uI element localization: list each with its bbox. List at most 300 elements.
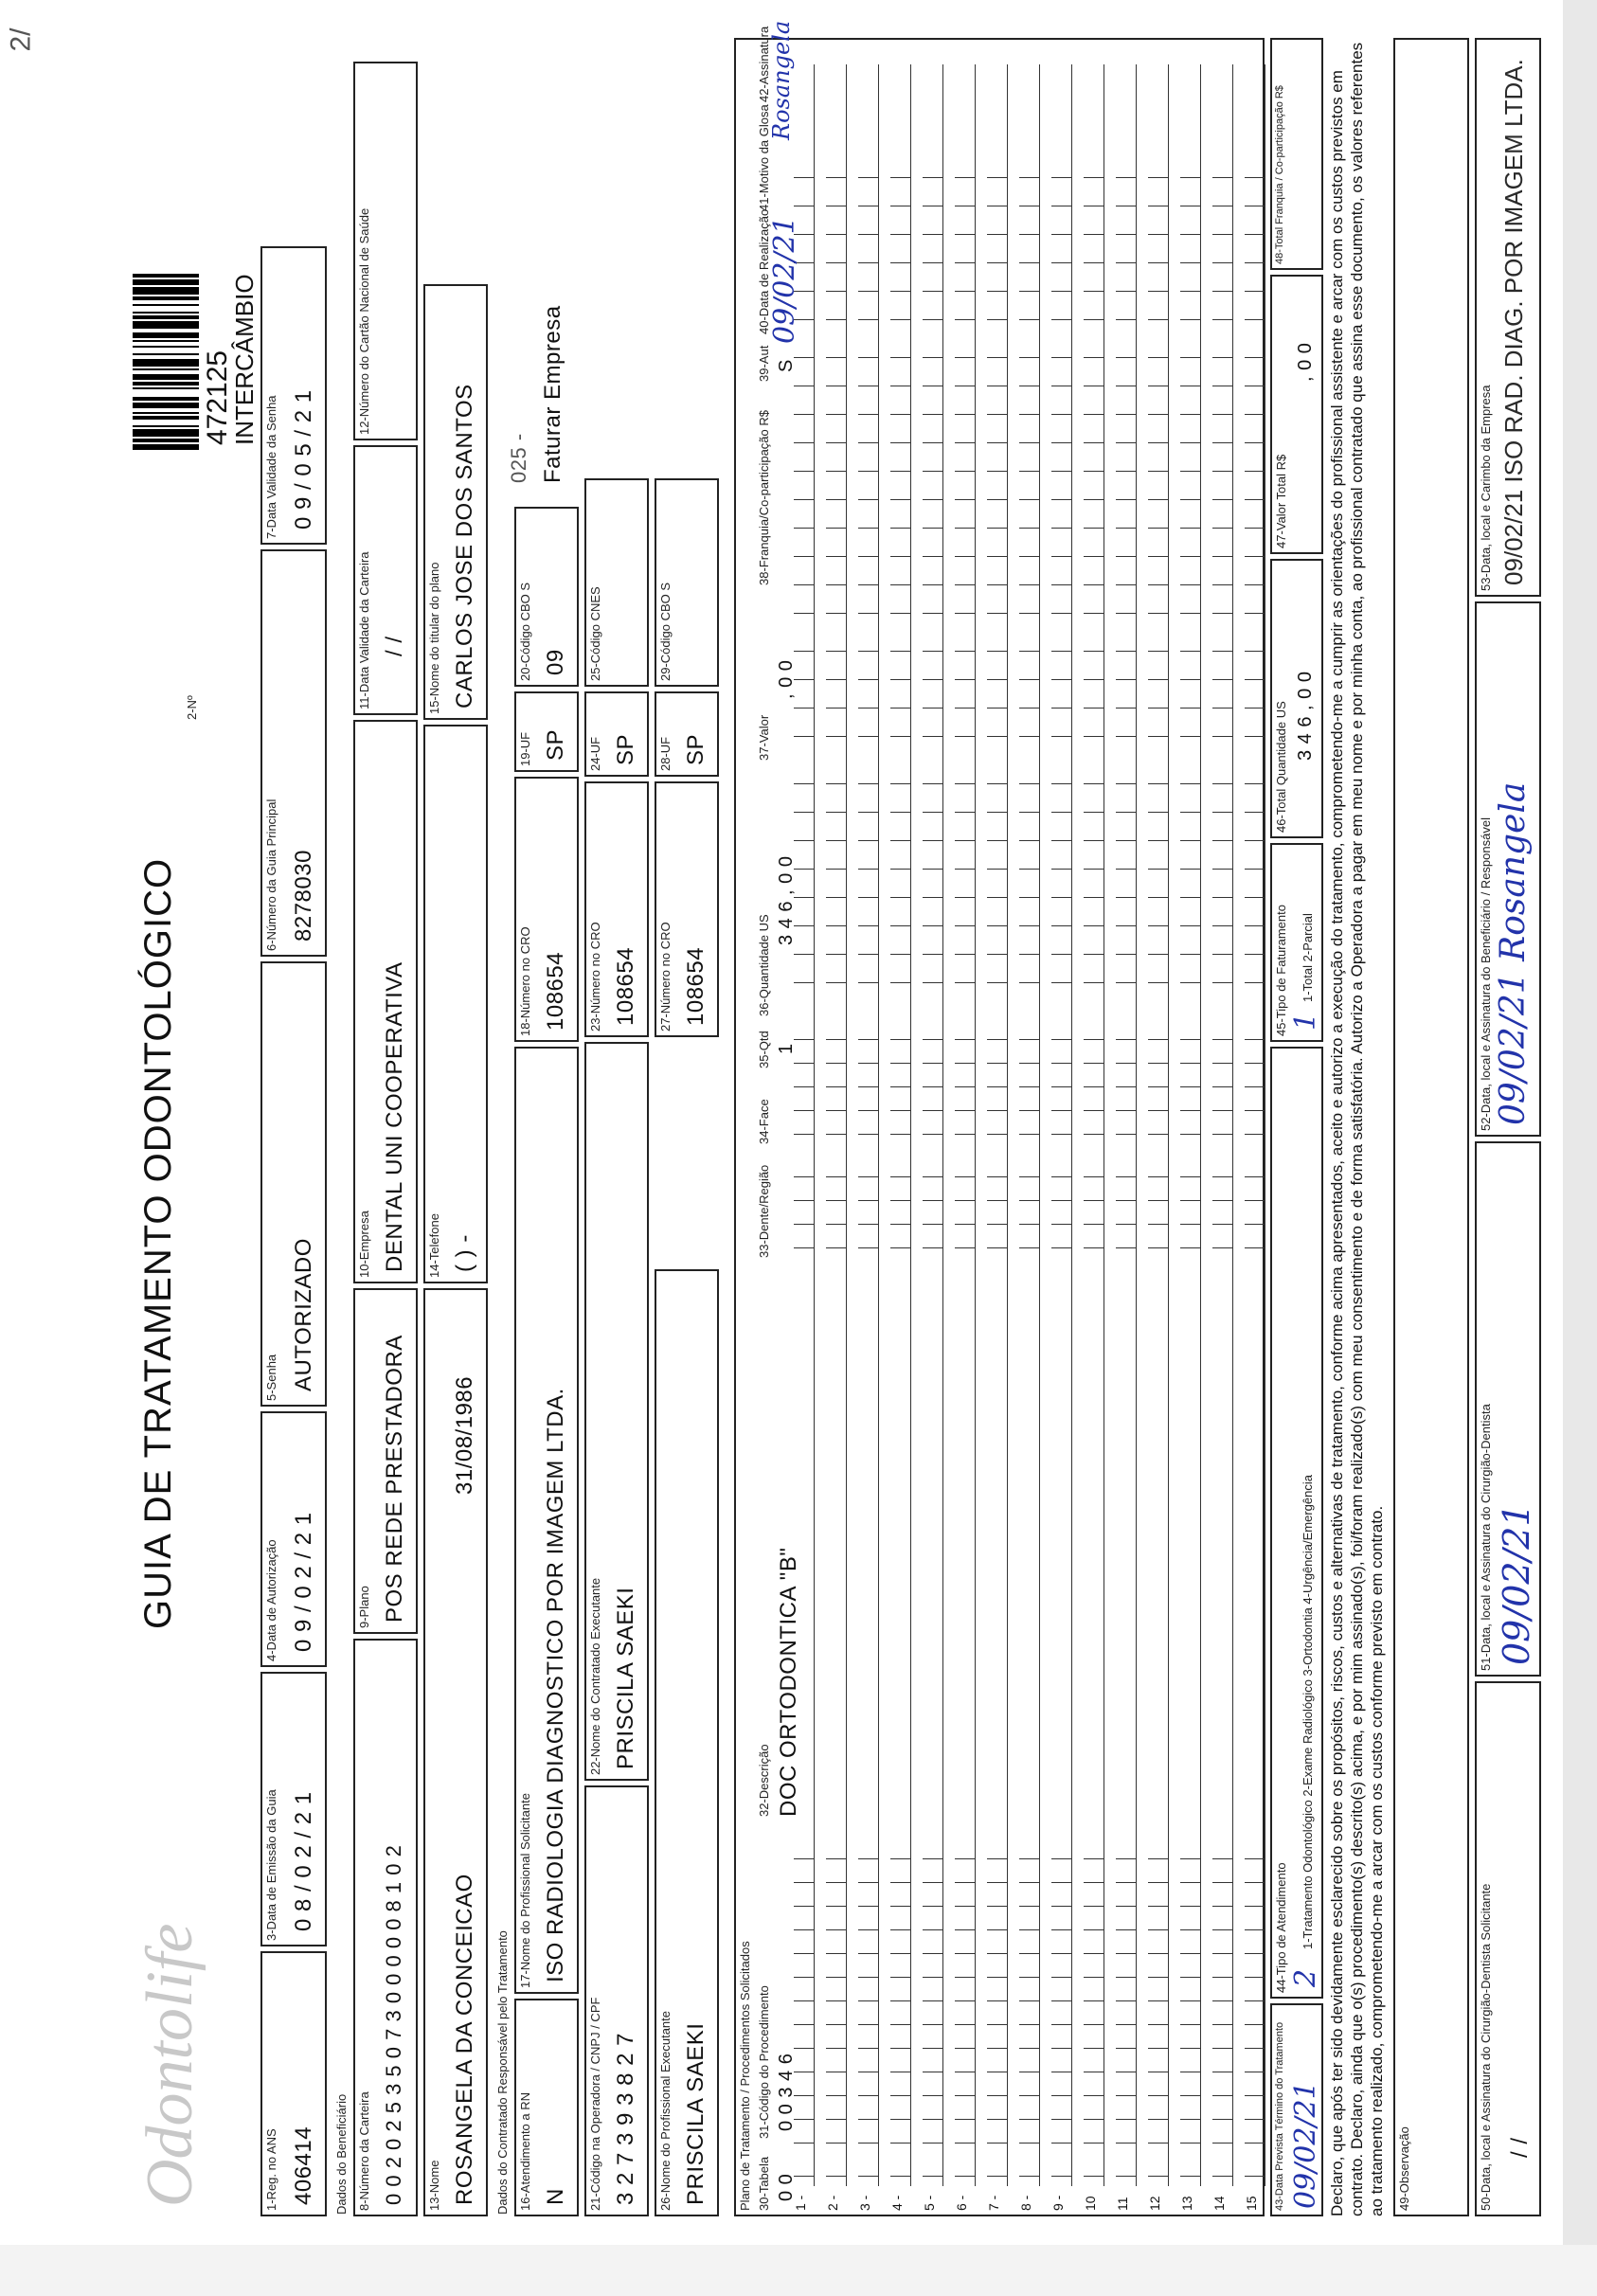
row-tick [1212,471,1233,472]
row-tick [1116,584,1137,585]
row-tick [858,2095,879,2096]
row-tick [1180,812,1201,813]
row-tick [826,528,847,529]
tipo-faturamento-box: 45-Tipo de Faturamento 1 1-Total 2-Parcial [1270,843,1323,1042]
form-title: GUIA DE TRATAMENTO ODONTOLÓGICO [137,857,179,1629]
barcode-bar [133,439,199,442]
row-tick [1180,679,1201,680]
col-franquia: 38-Franquia/Co-participação R$ [757,410,771,585]
row-tick [826,1086,847,1087]
tipo-atendimento-value: 2 [1289,1968,1322,1987]
row-number: 7 - [986,2195,1001,2211]
row-tick [1116,442,1137,443]
row-tick [1245,442,1265,443]
row-tick [1084,2119,1104,2120]
row-tick [1019,1176,1040,1177]
row-tick [826,291,847,292]
row-tick [794,1858,815,1859]
row-tick [1212,1224,1233,1225]
row-tick [1212,2176,1233,2177]
sig53-box: 53-Data, local e Carimbo da Empresa 09/02/21 ISO RAD. DIAG. POR IMAGEM LTDA. [1475,38,1541,597]
row-tick [858,2119,879,2120]
row-tick [794,1224,815,1225]
row-tick [955,414,976,415]
row-tick [826,651,847,652]
row-tick [1084,982,1104,983]
row-tick [1019,234,1040,235]
row-tick [1180,613,1201,614]
row-tick [1148,471,1169,472]
titular-box: 15-Nome do titular do plano CARLOS JOSE DOS SANTOS [423,284,488,720]
row-tick [1019,1224,1040,1225]
row-tick [955,2119,976,2120]
barcode-bar [133,401,199,403]
row-tick [1180,2176,1201,2177]
row-tick [923,234,943,235]
row-tick [1180,840,1201,841]
row-tick [858,2000,879,2001]
row-tick [1245,2119,1265,2120]
row-tick [1019,2176,1040,2177]
barcode-bar [133,274,199,278]
row-tick [987,1858,1008,1859]
barcode-bar [133,332,199,338]
row-tick [1245,414,1265,415]
row-tick [858,1858,879,1859]
row1-tabela: 0 0 [776,2173,797,2201]
row-tick [955,897,976,898]
row-underline [1200,64,1201,2186]
row-tick [890,1039,911,1040]
row-tick [890,291,911,292]
row-tick [1084,1224,1104,1225]
row-tick [1084,1929,1104,1930]
row-tick [794,2000,815,2001]
row-tick [890,262,911,263]
row-tick [890,2176,911,2177]
row-tick [826,982,847,983]
col-data-realizacao: 40-Data de Realização [757,208,771,334]
row-tick [890,2143,911,2144]
row-tick [1180,897,1201,898]
valor-total-box: 47-Valor Total R$ , 0 0 [1270,275,1323,554]
row-tick [1116,840,1137,841]
row-tick [1019,1929,1040,1930]
prof-exec-box: 26-Nome do Profissional Executante PRISCILA SAEKI [655,1269,719,2216]
row-tick [1180,2000,1201,2001]
row-tick [987,651,1008,652]
faturar-value: Faturar Empresa [540,305,565,483]
row-tick [1212,414,1233,415]
row-tick [1148,499,1169,500]
page-mark: 2/ [5,27,37,52]
row-tick [858,1134,879,1135]
row-tick [1180,234,1201,235]
row-tick [1148,869,1169,870]
row-tick [955,528,976,529]
row-tick [955,613,976,614]
prof-solicitante-value: ISO RADIOLOGIA DIAGNOSTICO POR IMAGEM LTDA. [543,1388,568,1982]
row-tick [1245,291,1265,292]
row-tick [1180,1176,1201,1177]
row-tick [1148,319,1169,320]
row-tick [1051,736,1072,737]
row-tick [1212,1134,1233,1135]
row-tick [923,869,943,870]
row-tick [1084,177,1104,178]
barcode-bar [133,295,199,296]
col-quantidade-us: 36-Quantidade US [757,914,771,1016]
emissao-value: 0 8 / 0 2 / 2 1 [291,1791,316,1931]
row-tick [890,234,911,235]
row-tick [1148,925,1169,926]
row-tick [826,925,847,926]
row-tick [858,679,879,680]
row-tick [1084,442,1104,443]
row-tick [1051,471,1072,472]
row-tick [890,708,911,709]
row-underline [814,64,815,2186]
row-tick [923,1882,943,1883]
row-tick [1051,177,1072,178]
row-tick [826,1929,847,1930]
row-tick [1180,2143,1201,2144]
row-tick [1116,2000,1137,2001]
row-tick [890,1176,911,1177]
row-tick [1019,499,1040,500]
row-tick [1148,679,1169,680]
row-tick [1245,613,1265,614]
row-tick [890,2048,911,2049]
guia-type: INTERCÂMBIO [230,274,259,445]
row-tick [1212,1929,1233,1930]
row-tick [858,584,879,585]
barcode-bar [133,272,199,274]
row-tick [1051,556,1072,557]
row-tick [955,584,976,585]
barcode-bar [133,314,199,315]
row-tick [1245,2024,1265,2025]
row-tick [890,736,911,737]
row-tick [923,1953,943,1954]
row-tick [923,613,943,614]
row-tick [826,1224,847,1225]
row-tick [1019,357,1040,358]
row-tick [858,869,879,870]
row-tick [890,1858,911,1859]
row-tick [1019,2095,1040,2096]
barcode-bar [133,304,199,306]
row-tick [923,1977,943,1978]
row-tick [1180,736,1201,737]
row-tick [858,357,879,358]
row-tick [1148,812,1169,813]
row-tick [1148,1906,1169,1907]
row-tick [1019,2000,1040,2001]
row-tick [923,2024,943,2025]
row-tick [1245,925,1265,926]
row-underline [1232,64,1233,2186]
row-tick [794,556,815,557]
row-tick [794,840,815,841]
row-number: 1 - [793,2195,808,2211]
barcode-bar [133,300,199,304]
row-tick [794,954,815,955]
row-tick [1212,1039,1233,1040]
row-tick [1212,2095,1233,2096]
row-tick [858,319,879,320]
row-tick [890,679,911,680]
barcode-bar [133,386,199,387]
barcode-bar [133,427,199,429]
row-tick [1245,1134,1265,1135]
row-tick [826,1134,847,1135]
row-tick [858,234,879,235]
row-number: 11 [1115,2197,1130,2211]
col-motivo-glosa: 41-Motivo da Glosa [757,104,771,211]
row-tick [1019,1063,1040,1064]
barcode-bar [133,355,199,359]
row-tick [1084,1110,1104,1111]
row-tick [955,1063,976,1064]
row-tick [923,2119,943,2120]
row-tick [826,414,847,415]
row-tick [1212,442,1233,443]
row-tick [923,319,943,320]
row-tick [1019,442,1040,443]
row-tick [1116,1858,1137,1859]
row-tick [987,1953,1008,1954]
row-tick [923,2176,943,2177]
row-tick [955,1882,976,1883]
row-tick [1148,2024,1169,2025]
row-tick [1212,840,1233,841]
row-tick [826,584,847,585]
row-tick [955,925,976,926]
row-tick [955,1858,976,1859]
row-tick [1148,897,1169,898]
barcode-bar [133,338,199,340]
row1-descricao: DOC ORTODONTICA "B" [776,1547,801,1817]
row-tick [890,584,911,585]
row-tick [987,2176,1008,2177]
row-underline [975,64,976,2186]
row-tick [826,357,847,358]
row-tick [923,1063,943,1064]
row-tick [1084,499,1104,500]
row-tick [858,1039,879,1040]
row-tick [1148,2119,1169,2120]
row-tick [1019,925,1040,926]
guia-principal-box: 6-Número da Guia Principal 8278030 [260,549,327,957]
row-tick [987,234,1008,235]
row-tick [1051,651,1072,652]
row-tick [1148,234,1169,235]
row-underline [1039,64,1040,2186]
barcode-bar [133,329,199,332]
row-tick [858,897,879,898]
row-tick [1245,1858,1265,1859]
row-tick [1084,1134,1104,1135]
row-tick [1019,897,1040,898]
row-tick [858,1882,879,1883]
row-tick [890,2119,911,2120]
previsao-value: 09/02/21 [1289,2081,1322,2209]
row-tick [826,1977,847,1978]
row-tick [1180,1086,1201,1087]
barcode-bar [133,287,199,295]
row-tick [1084,736,1104,737]
carteira-value: 0 0 2 0 2 5 3 5 0 7 3 0 0 0 0 0 8 1 0 2 [382,1844,405,2205]
row-tick [923,1200,943,1201]
row-tick [1148,2176,1169,2177]
row-underline [846,64,847,2186]
row-tick [1051,2024,1072,2025]
autorizacao-box: 4-Data de Autorização 0 9 / 0 2 / 2 1 [260,1411,327,1667]
row-tick [890,1906,911,1907]
row-tick [826,1247,847,1248]
row-tick [987,869,1008,870]
row-tick [1245,1200,1265,1201]
row-tick [1245,1247,1265,1248]
row-tick [987,812,1008,813]
row-tick [1245,1953,1265,1954]
row-tick [987,1063,1008,1064]
row-tick [1084,1086,1104,1087]
row-tick [826,783,847,784]
row-tick [1245,869,1265,870]
declaracao-text: Declaro, que após ter sido devidamente esclarecido sobre os propósitos, riscos, custos e alternativas de tratamento, conforme acima apresentados, aceito e autorizo a execução do tratamento, comprometendo-me a cumprir as orientações do profissional assistente e arcar com os custos previstos em contrato. Declaro, ainda que o(s) procedimento(s) descrito(s) acima, e por mim assinado(s), foi/foram realizado(s) com meu consentimento e de forma satisfatória. Autorizo a Operadora a pagar em meu nome e por minha conta, ao profissional contratado que assina esse documento, os valores referentes ao tratamento realizado, comprometendo-me a arcar com os custos conforme previsto em contrato. [1328,42,1386,2216]
row-tick [826,1039,847,1040]
row-tick [1051,1176,1072,1177]
row-tick [955,2048,976,2049]
row-tick [987,2095,1008,2096]
row-tick [923,1906,943,1907]
row-tick [1116,736,1137,737]
barcode-bar [133,315,199,319]
row-tick [1116,1906,1137,1907]
row-tick [1051,1906,1072,1907]
row-tick [1245,1039,1265,1040]
row-tick [858,1200,879,1201]
row-tick [1116,2143,1137,2144]
row-tick [1245,1929,1265,1930]
barcode-bar [133,278,199,279]
row-tick [1019,471,1040,472]
row-tick [1116,1200,1137,1201]
row-tick [1245,982,1265,983]
row-tick [987,840,1008,841]
row-tick [1116,1086,1137,1087]
row-tick [1084,414,1104,415]
row-tick [1019,1906,1040,1907]
row-number: 10 [1083,2196,1098,2211]
row-tick [955,708,976,709]
row-tick [1212,982,1233,983]
row-tick [923,1110,943,1111]
row-tick [1148,1858,1169,1859]
row-tick [1148,528,1169,529]
row-tick [1084,357,1104,358]
row-tick [826,471,847,472]
row-tick [1019,319,1040,320]
row-tick [890,2000,911,2001]
row-tick [826,2048,847,2049]
row-tick [858,1224,879,1225]
row-tick [1019,262,1040,263]
barcode-bar [133,403,199,408]
row-tick [1212,291,1233,292]
row-tick [987,414,1008,415]
row-tick [794,442,815,443]
row-tick [1212,897,1233,898]
row-tick [923,840,943,841]
col-assinatura: 42-Assinatura [757,26,771,102]
row-tick [923,1039,943,1040]
row-tick [1148,1929,1169,1930]
uf3-box: 28-UF SP [655,691,719,777]
row-tick [1019,812,1040,813]
row-tick [1180,414,1201,415]
row-tick [1212,736,1233,737]
row-tick [923,1858,943,1859]
barcode-bar [133,374,199,380]
row-tick [1148,1063,1169,1064]
row-tick [923,736,943,737]
cro-box: 18-Número no CRO 108654 [514,777,579,1042]
barcode-bar [133,425,199,427]
col-descricao: 32-Descrição [757,1744,771,1817]
barcode-bar [133,420,199,425]
row-tick [1180,1110,1201,1111]
row-number: 13 [1179,2196,1194,2211]
faturar-code: 025 - [507,433,530,483]
row-tick [1084,262,1104,263]
row-tick [1180,925,1201,926]
row-tick [1148,1086,1169,1087]
row-tick [1116,1247,1137,1248]
row-tick [858,414,879,415]
row-tick [1212,1063,1233,1064]
row-tick [1245,499,1265,500]
row-tick [1051,584,1072,585]
row-tick [1180,499,1201,500]
barcode-bar [133,279,199,285]
row-tick [1180,442,1201,443]
row-tick [1051,679,1072,680]
row-tick [890,1953,911,1954]
row-tick [923,897,943,898]
nascimento-value: 31/08/1986 [452,1375,477,1495]
row-tick [858,651,879,652]
row1-codigo: 0 0 3 4 6 [776,2053,797,2131]
row-tick [1116,1039,1137,1040]
row-number: 2 - [825,2195,840,2211]
row-tick [1051,708,1072,709]
validade-carteira-box: 11-Data Validade da Carteira / / [353,445,418,715]
row-tick [955,2000,976,2001]
row-tick [1180,1906,1201,1907]
row-tick [1180,471,1201,472]
row-tick [794,177,815,178]
barcode-bar [133,346,199,348]
row-tick [955,2143,976,2144]
row-tick [858,291,879,292]
row-tick [1212,869,1233,870]
row-tick [1180,556,1201,557]
row-tick [1180,982,1201,983]
row-tick [923,679,943,680]
